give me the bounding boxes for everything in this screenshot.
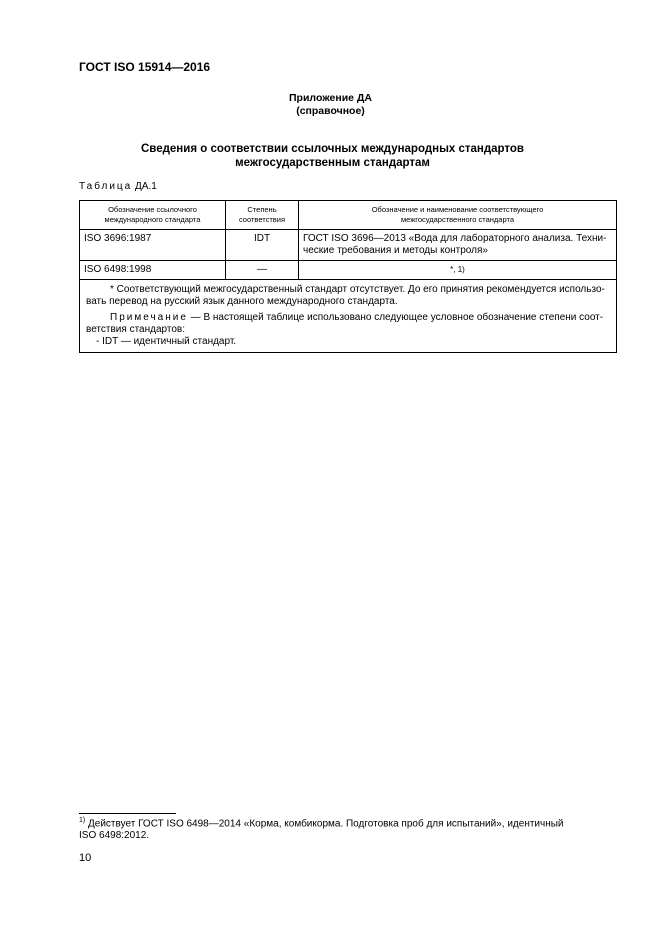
table-caption-number: ДА.1 [135,181,157,192]
header-national-standard: Обозначение и наименование соответствующего межгосударственного стандарта [299,201,617,230]
note-item: - IDT — идентичный стандарт. [96,336,237,347]
table-header-row [80,201,617,230]
cell-national: *, 1) [299,261,617,280]
section-title [60,142,605,170]
annex-subtitle: (справочное) [296,105,365,117]
page-footnote: $^{1)}$ Действует ГОСТ ISO 6498—2014 «Корма, комбикорма. Подготовка проб для испытаний», идентичный ISO 6498:2012. [79,817,564,842]
page-number: 10 [79,852,92,864]
table-caption [79,181,157,192]
cell-reference: ISO 3696:1987 [80,230,226,261]
header-reference-standard: Обозначение ссылочного международного стандарта [80,201,226,230]
document-code: ГОСТ ISO 15914—2016 [79,60,211,74]
table-row [80,261,617,280]
annex-title: Приложение ДА [289,92,372,104]
star-footnote: * Соответствующий межгосударственный стандарт отсутствует. До его принятия рекомендуется использо- вать перевод на русский язык данного международного стандарта. [86,284,605,307]
table-note: Примечание — В настоящей таблице использовано следующее условное обозначение степени соот- ветствия стандартов: [86,312,604,335]
cell-national: ГОСТ ISO 3696—2013 «Вода для лабораторного анализа. Техни- ческие требования и методы контроля» [299,230,617,261]
table-notes [80,280,617,353]
footnote-rule [79,813,176,814]
table-caption-word: Таблица [79,181,133,192]
table-notes-row [80,280,617,353]
cell-degree: IDT [226,230,299,261]
footnote-mark: 1) [79,817,86,824]
section-title-line1: Сведения о соответствии ссылочных международных стандартов [140,143,524,155]
table-row [80,230,617,261]
header-degree: Степень соответствия [226,201,299,230]
reference-table [79,200,617,353]
section-title-line2: межгосударственным стандартам [235,157,430,169]
note-label: Примечание [110,312,188,323]
cell-reference: ISO 6498:1998 [80,261,226,280]
cell-degree: — [226,261,299,280]
